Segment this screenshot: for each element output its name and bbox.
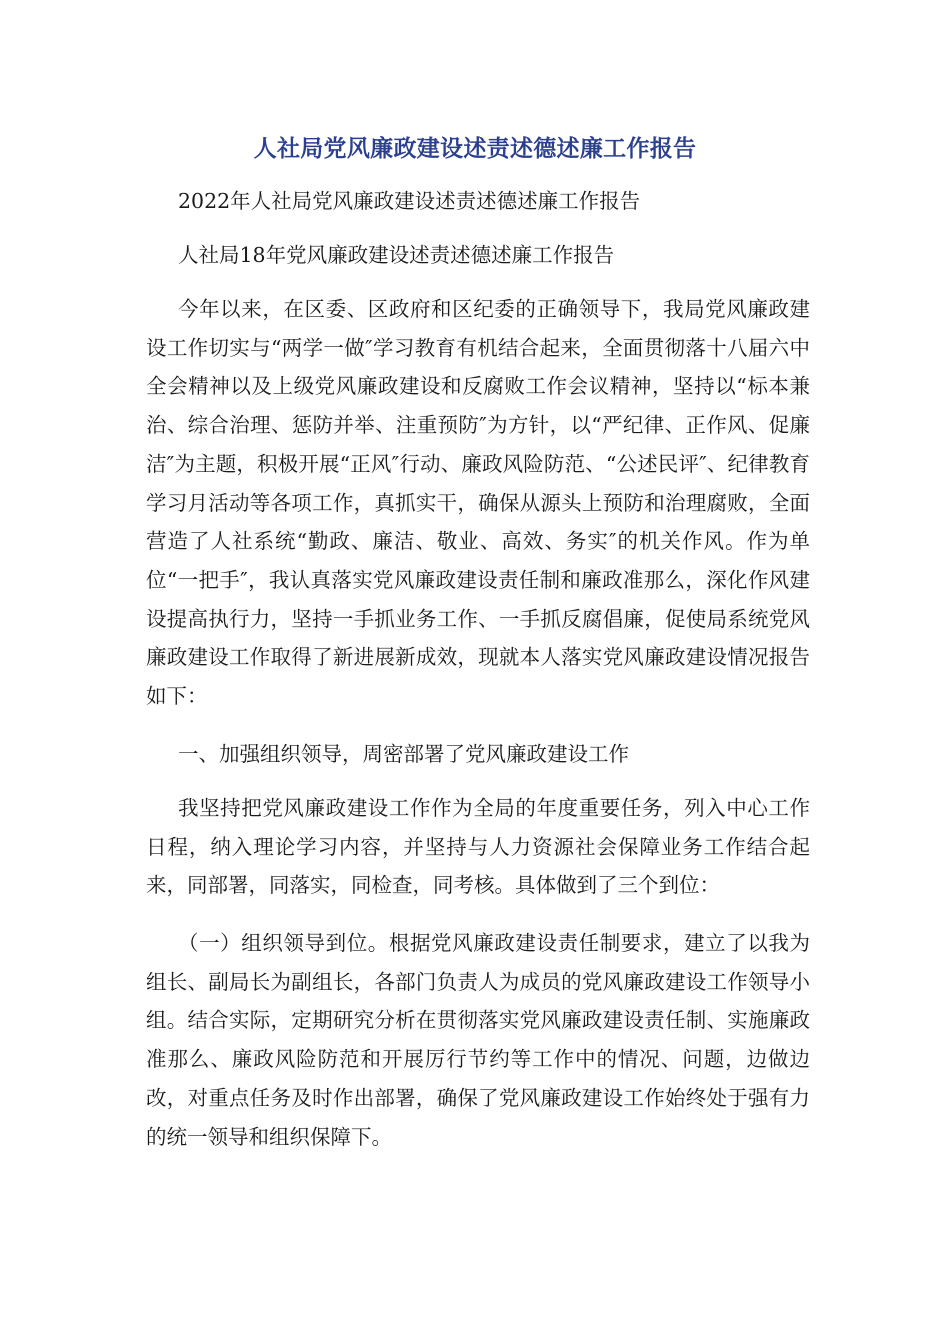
document-title: 人社局党风廉政建设述责述德述廉工作报告 — [253, 136, 697, 162]
section-heading-1: 一、加强组织领导，周密部署了党风廉政建设工作 — [178, 742, 629, 766]
paragraph-section-1: 我坚持把党风廉政建设工作作为全局的年度重要任务，列入中心工作日程，纳入理论学习内容，并坚持与人力资源社会保障业务工作结合起来，同部署，同落实，同检查，同考核。具体做到了三个到位： — [146, 796, 810, 898]
paragraph-intro: 今年以来，在区委、区政府和区纪委的正确领导下，我局党风廉政建设工作切实与“两学一做″学习教育有机结合起来，全面贯彻落十八届六中全会精神以及上级党风廉政建设和反腐败工作会议精神，坚持以“标本兼治、综合治理、惩防并举、注重预防″为方针，以“严纪律、正作风、促廉洁″为主题，积极开展“正风″行动、廉政风险防范、“公述民评″、纪律教育学习月活动等各项工作，真抓实干，确保从源头上预防和治理腐败，全面营造了人社系统“勤政、廉洁、敬业、高效、务实″的机关作风。作为单位“一把手″，我认真落实党风廉政建设责任制和廉政准那么，深化作风建设提高执行力，坚持一手抓业务工作、一手抓反腐倡廉，促使局系统党风廉政建设工作取得了新进展新成效，现就本人落实党风廉政建设情况报告如下： — [146, 297, 810, 709]
paragraph-subsection-1: （一）组织领导到位。根据党风廉政建设责任制要求，建立了以我为组长、副局长为副组长，各部门负责人为成员的党风廉政建设工作领导小组。结合实际，定期研究分析在贯彻落实党风廉政建设责任制、实施廉政准那么、廉政风险防范和开展厉行节约等工作中的情况、问题，边做边改，对重点任务及时作出部署，确保了党风廉政建设工作始终处于强有力的统一领导和组织保障下。 — [146, 931, 810, 1149]
subtitle-line-2: 人社局18年党风廉政建设述责述德述廉工作报告 — [178, 243, 615, 267]
subtitle-line-1: 2022年人社局党风廉政建设述责述德述廉工作报告 — [178, 189, 641, 213]
